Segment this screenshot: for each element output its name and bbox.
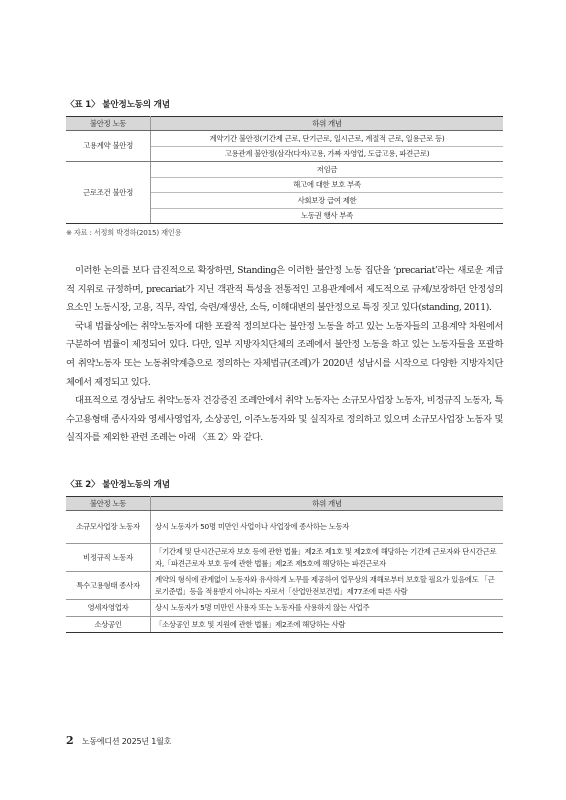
table2-caption (66, 478, 170, 490)
table1-header-category: 불안정 노동 (66, 117, 151, 131)
table2-header-category: 불안정 노동 (66, 497, 151, 511)
table2-desc-cell: 상시 노동자가 50명 미만인 사업이나 사업장에 종사하는 노동자 (151, 511, 504, 544)
table1-caption-number: 〈표 1〉 (66, 100, 100, 110)
table-row (66, 572, 503, 600)
table2-category-cell: 소규모사업장 노동자 (66, 511, 151, 544)
table2-category-cell: 비정규직 노동자 (66, 544, 151, 572)
table1-caption-title: 불안정노동의 개념 (102, 100, 170, 110)
table1-category-cell: 근로조건 불안정 (66, 162, 151, 224)
table1-subconcept-cell: 계약기간 불안정(기간제 근로, 단기근로, 일시근로, 계절적 근로, 일용근로 등) (151, 131, 504, 147)
table2-desc-cell: 상시 노동자가 5명 미만인 사용자 또는 노동자를 사용하지 않는 사업주 (151, 600, 504, 617)
table-row (66, 600, 503, 617)
table2-desc-cell: 「소상공인 보호 및 지원에 관한 법률」제2조에 해당하는 사람 (151, 616, 504, 633)
table1 (66, 116, 503, 224)
paragraph: 국내 법률상에는 취약노동자에 대한 포괄적 정의보다는 불안정 노동을 하고 있는 노동자들의 고용계약 차원에서 구분하여 법률이 제정되어 있다. 다만, 일부 지방자치단체의 조례에서 불안정 노동을 하고 있는 노동자들을 포괄하여 취약노동자 또는 노동취약계층으로 정의하는 자체법규(조례)가 2020년 성남시를 시작으로 다양한 지방자치단체에서 제정되고 있다. (66, 320, 503, 388)
table2-desc-cell: 계약의 형식에 관계없이 노동자와 유사하게 노무를 제공하여 업무상의 재해로부터 보호할 필요가 있음에도 「근로기준법」등을 적용받지 아니하는 자로서「산업안전보건법」제77조에 따른 사람 (151, 572, 504, 600)
table2-category-cell: 소상공인 (66, 616, 151, 633)
table1-subconcept-cell: 저임금 (151, 162, 504, 178)
table1-subconcept-cell: 해고에 대한 보호 부족 (151, 177, 504, 193)
table2-desc-cell: 「기간제 및 단시간근로자 보호 등에 관한 법률」제2조 제1호 및 제2호에 해당하는 기간제 근로자와 단시간근로자,「파견근로자 보호 등에 관한 법률」제2조 제5호에 해당하는 파견근로자 (151, 544, 504, 572)
table2-header-subconcept: 하위 개념 (151, 497, 504, 511)
table2-category-cell: 특수고용형태 종사자 (66, 572, 151, 600)
table-row (66, 544, 503, 572)
body-text-block (66, 262, 503, 448)
page-number: 2 (66, 734, 74, 747)
publication-name: 노동에디션 2025년 1월호 (81, 737, 172, 746)
table2 (66, 496, 503, 633)
table2-category-cell: 영세자영업자 (66, 600, 151, 617)
table1-category-cell: 고용계약 불안정 (66, 131, 151, 162)
table-row (66, 511, 503, 544)
table-row (66, 616, 503, 633)
table1-header-subconcept: 하위 개념 (151, 117, 504, 131)
paragraph: 대표적으로 경상남도 취약노동자 건강증진 조례안에서 취약 노동자는 소규모사업장 노동자, 비정규직 노동자, 특수고용형태 종사자와 영세사영업자, 소상공인, 이주노동자와 및 실직자로 정의하고 있으며 소규모사업장 노동자 및 실직자를 제외한 관련 조례는 아래 〈표 2〉와 같다. (66, 395, 503, 444)
table1-source: ※ 자료 : 서정희 박경하(2015) 재인용 (66, 228, 182, 237)
table1-subconcept-cell: 사회보장 급여 제한 (151, 193, 504, 209)
table1-subconcept-cell: 노동권 행사 부족 (151, 208, 504, 224)
page-footer (66, 734, 171, 747)
paragraph: 이러한 논의를 보다 급진적으로 확장하면, Standing은 이러한 불안정 노동 집단을 ‘precariat’라는 새로운 계급적 지위로 규정하며, precariat가 지닌 객관적 특성을 전통적인 고용관계에서 제도적으로 규제/보장하던 안정성의 요소인 노동시장, 고용, 직무, 작업, 숙련/재생산, 소득, 이해대변의 불안정으로 특징 짓고 있다(standing, 2011). (66, 265, 503, 314)
table1-caption (66, 98, 170, 110)
table2-caption-title: 불안정노동의 개념 (102, 480, 170, 490)
table1-subconcept-cell: 고용관계 불안정(삼각(다자)고용, 가짜 자영업, 도급고용, 파견근로) (151, 146, 504, 162)
table2-caption-number: 〈표 2〉 (66, 480, 100, 490)
